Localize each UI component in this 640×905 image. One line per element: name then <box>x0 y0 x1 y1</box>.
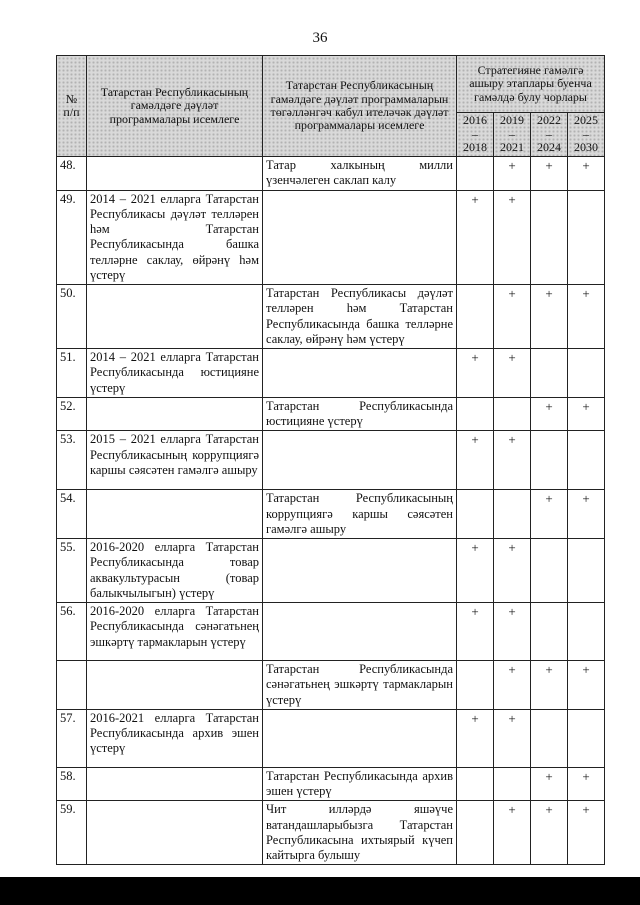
row-number: 55. <box>57 539 87 603</box>
table-row <box>57 709 605 767</box>
mark-cell: + <box>568 661 605 710</box>
table-row <box>57 349 605 398</box>
mark-cell: + <box>531 157 568 191</box>
current-program-cell: 2016-2020 елларга Татарстан Республикасында товар аквакультурасын (товар балыкчылыгын) үстерү <box>87 539 263 603</box>
row-number: 49. <box>57 190 87 285</box>
header-period-3: 2022 – 2024 <box>531 113 568 157</box>
mark-cell: + <box>531 285 568 349</box>
mark-cell: + <box>494 190 531 285</box>
current-program-cell <box>87 490 263 539</box>
future-program-cell: Татарстан Республикасында юстицияне үстерү <box>263 397 457 431</box>
current-program-cell: 2015 – 2021 елларга Татарстан Республикасының коррупциягә каршы сәясәтен гамәлгә ашыру <box>87 431 263 490</box>
header-current-programs: Татарстан Республикасының гамәлдәге дәүләт программалары исемлеге <box>87 56 263 157</box>
future-program-cell: Чит илләрдә яшәүче ватандашларыбызга Татарстан Республикасына ихтыярый күчеп кайтырга булышу <box>263 801 457 865</box>
row-number: 57. <box>57 709 87 767</box>
mark-cell <box>494 397 531 431</box>
mark-cell <box>531 431 568 490</box>
mark-cell: + <box>531 397 568 431</box>
header-period-4: 2025 – 2030 <box>568 113 605 157</box>
mark-cell: + <box>494 431 531 490</box>
header-stages: Стратегияне гамәлгә ашыру этаплары буенча гамәлдә булу чорлары <box>457 56 605 113</box>
mark-cell <box>457 397 494 431</box>
current-program-cell: 2014 – 2021 елларга Татарстан Республикасында юстицияне үстерү <box>87 349 263 398</box>
header-period-1: 2016 – 2018 <box>457 113 494 157</box>
future-program-cell <box>263 603 457 661</box>
current-program-cell: 2016-2020 елларга Татарстан Республикасында сәнәгатьнең эшкәртү тармакларын үстерү <box>87 603 263 661</box>
row-number <box>57 661 87 710</box>
table-row <box>57 397 605 431</box>
current-program-cell <box>87 397 263 431</box>
future-program-cell <box>263 431 457 490</box>
mark-cell: + <box>494 285 531 349</box>
table-row <box>57 285 605 349</box>
mark-cell <box>494 490 531 539</box>
mark-cell: + <box>568 490 605 539</box>
mark-cell: + <box>457 539 494 603</box>
table-row <box>57 539 605 603</box>
row-number: 48. <box>57 157 87 191</box>
row-number: 50. <box>57 285 87 349</box>
mark-cell <box>531 539 568 603</box>
mark-cell <box>531 709 568 767</box>
mark-cell: + <box>494 661 531 710</box>
mark-cell: + <box>531 661 568 710</box>
table-row <box>57 490 605 539</box>
mark-cell: + <box>494 709 531 767</box>
table-row <box>57 767 605 801</box>
mark-cell: + <box>568 767 605 801</box>
future-program-cell: Татар халкының милли үзенчәлеген саклап калу <box>263 157 457 191</box>
row-number: 52. <box>57 397 87 431</box>
row-number: 59. <box>57 801 87 865</box>
table-row <box>57 603 605 661</box>
future-program-cell <box>263 349 457 398</box>
scan-edge-bar <box>0 877 640 905</box>
mark-cell <box>531 190 568 285</box>
mark-cell: + <box>457 190 494 285</box>
current-program-cell <box>87 157 263 191</box>
mark-cell: + <box>568 285 605 349</box>
mark-cell <box>457 285 494 349</box>
row-number: 53. <box>57 431 87 490</box>
mark-cell <box>457 490 494 539</box>
mark-cell: + <box>494 801 531 865</box>
mark-cell <box>531 349 568 398</box>
future-program-cell: Татарстан Республикасында архив эшен үстерү <box>263 767 457 801</box>
current-program-cell <box>87 767 263 801</box>
row-number: 56. <box>57 603 87 661</box>
mark-cell: + <box>494 349 531 398</box>
current-program-cell <box>87 801 263 865</box>
mark-cell <box>457 767 494 801</box>
mark-cell: + <box>494 157 531 191</box>
future-program-cell <box>263 539 457 603</box>
future-program-cell <box>263 709 457 767</box>
current-program-cell: 2014 – 2021 елларга Татарстан Республикасы дәүләт телләрен һәм Татарстан Республикасында башка телләрне саклау, өйрәнү һәм үстерү <box>87 190 263 285</box>
row-number: 58. <box>57 767 87 801</box>
mark-cell <box>568 349 605 398</box>
mark-cell: + <box>457 709 494 767</box>
programs-table <box>56 55 605 865</box>
mark-cell <box>568 603 605 661</box>
future-program-cell <box>263 190 457 285</box>
mark-cell: + <box>457 603 494 661</box>
table-row <box>57 431 605 490</box>
future-program-cell: Татарстан Республикасы дәүләт телләрен һәм Татарстан Республикасында башка телләрне саклау, өйрәнү һәм үстерү <box>263 285 457 349</box>
header-period-2: 2019 – 2021 <box>494 113 531 157</box>
mark-cell: + <box>531 767 568 801</box>
mark-cell: + <box>568 157 605 191</box>
header-num: № п/п <box>57 56 87 157</box>
mark-cell: + <box>531 801 568 865</box>
current-program-cell: 2016-2021 елларга Татарстан Республикасында архив эшен үстерү <box>87 709 263 767</box>
page-number: 36 <box>312 30 328 46</box>
mark-cell: + <box>568 397 605 431</box>
mark-cell <box>568 539 605 603</box>
table-row <box>57 157 605 191</box>
mark-cell: + <box>494 539 531 603</box>
mark-cell <box>457 801 494 865</box>
row-number: 54. <box>57 490 87 539</box>
table-row <box>57 801 605 865</box>
current-program-cell <box>87 285 263 349</box>
table-row <box>57 190 605 285</box>
mark-cell <box>457 157 494 191</box>
future-program-cell: Татарстан Республикасының коррупциягә каршы сәясәтен гамәлгә ашыру <box>263 490 457 539</box>
future-program-cell: Татарстан Республикасында сәнәгатьнең эшкәртү тармакларын үстерү <box>263 661 457 710</box>
mark-cell: + <box>531 490 568 539</box>
mark-cell <box>568 431 605 490</box>
mark-cell <box>494 767 531 801</box>
header-future-programs: Татарстан Республикасының гамәлдәге дәүләт программаларын төгәлләнгәч кабул ителәчәк дәүләт программалары исемлеге <box>263 56 457 157</box>
mark-cell: + <box>494 603 531 661</box>
row-number: 51. <box>57 349 87 398</box>
table-row <box>57 661 605 710</box>
mark-cell: + <box>457 349 494 398</box>
mark-cell <box>457 661 494 710</box>
mark-cell <box>568 190 605 285</box>
mark-cell: + <box>457 431 494 490</box>
mark-cell <box>531 603 568 661</box>
mark-cell <box>568 709 605 767</box>
current-program-cell <box>87 661 263 710</box>
mark-cell: + <box>568 801 605 865</box>
